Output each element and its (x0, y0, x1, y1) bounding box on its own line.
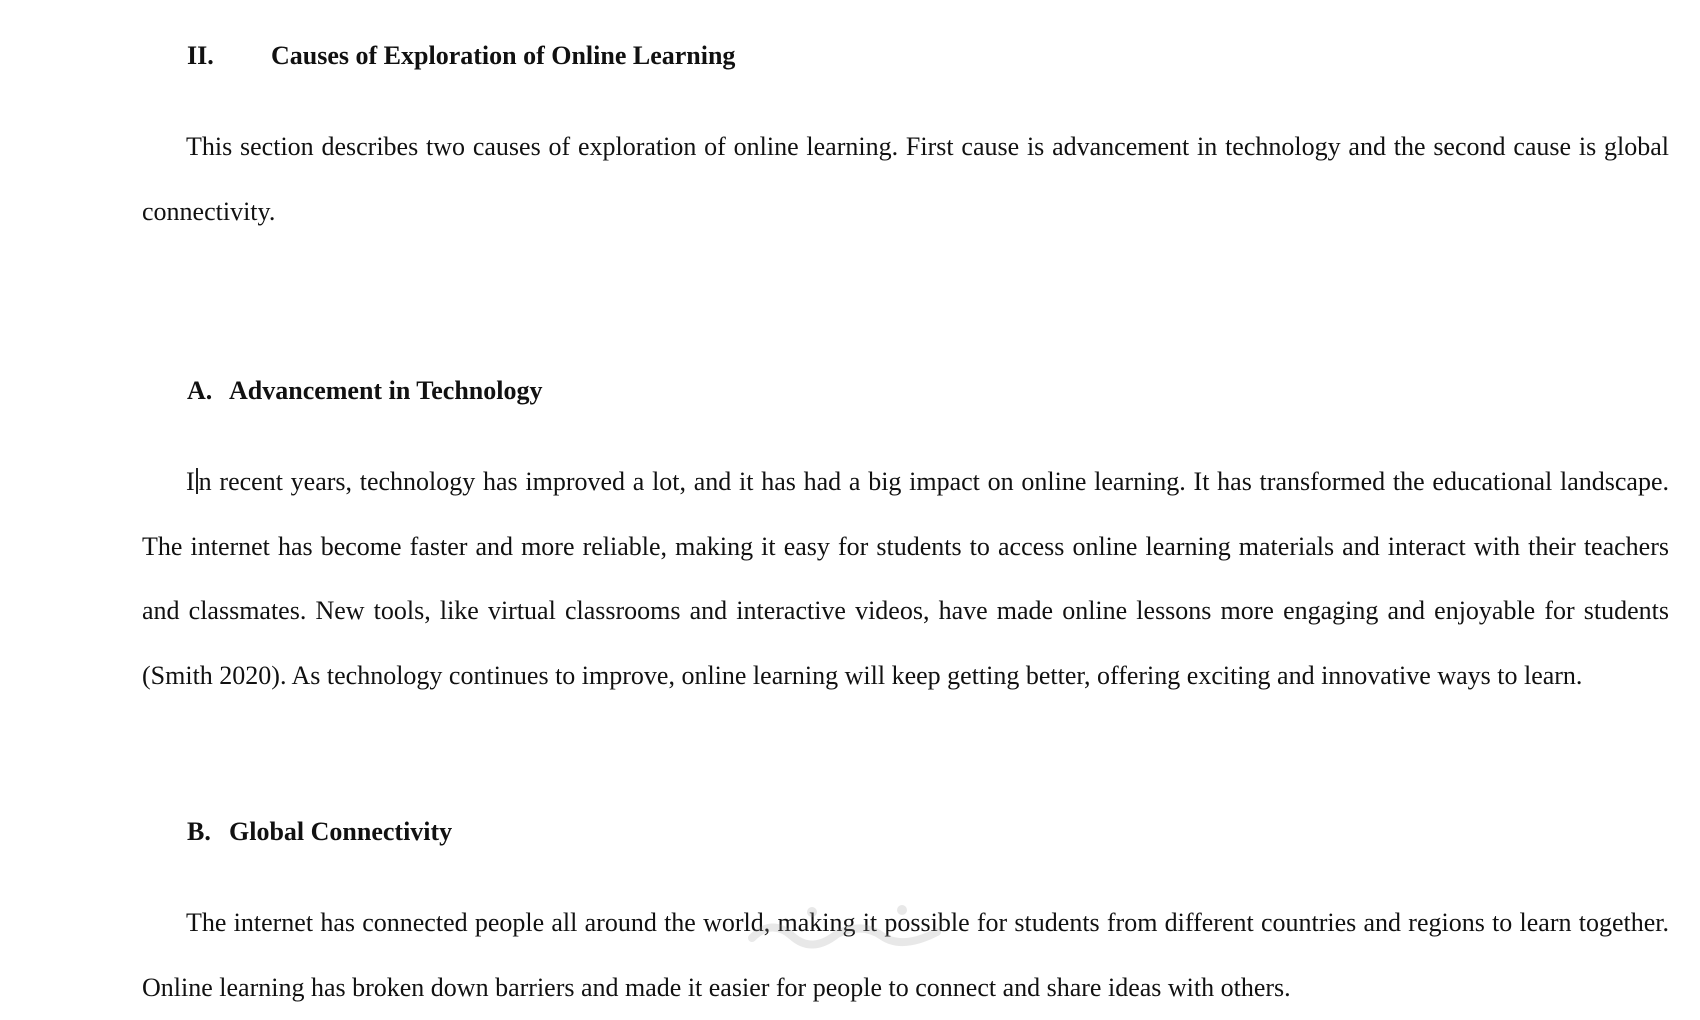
subsection-a-letter: A. (187, 376, 213, 405)
text-cursor (196, 468, 198, 494)
subsection-b-paragraph: The internet has connected people all around the world, making it possible for students from different countries and regions to learn together. Online learning has broken down barriers and made it easier for people to connect and share ideas with others. (142, 908, 1669, 1002)
first-word-rest: n (198, 467, 212, 496)
subsection-a-paragraph (142, 450, 1669, 708)
section-number: II. (187, 41, 214, 70)
section-heading (187, 41, 735, 71)
subsection-a-heading (187, 376, 543, 406)
watermark-logo (742, 898, 952, 956)
section-title: Causes of Exploration of Online Learning (271, 41, 736, 70)
subsection-b-title: Global Connectivity (229, 817, 453, 846)
first-char: I (186, 467, 195, 496)
subsection-a-title: Advancement in Technology (229, 376, 543, 405)
section-intro-paragraph: This section describes two causes of exploration of online learning. First cause is advancement in technology and the second cause is global connectivity. (142, 132, 1669, 226)
subsection-b-letter: B. (187, 817, 211, 846)
subsection-a-body: recent years, technology has improved a lot, and it has had a big impact on online learning. It has transformed the educational landscape. The internet has become faster and more reliable, making it easy for students to access online learning materials and interact with their teachers and classmates. New tools, like virtual classrooms and interactive videos, have made online lessons more engaging and enjoyable for students (Smith 2020). As technology continues to improve, online learning will keep getting better, offering exciting and innovative ways to learn. (142, 467, 1669, 690)
subsection-b-heading (187, 817, 452, 847)
